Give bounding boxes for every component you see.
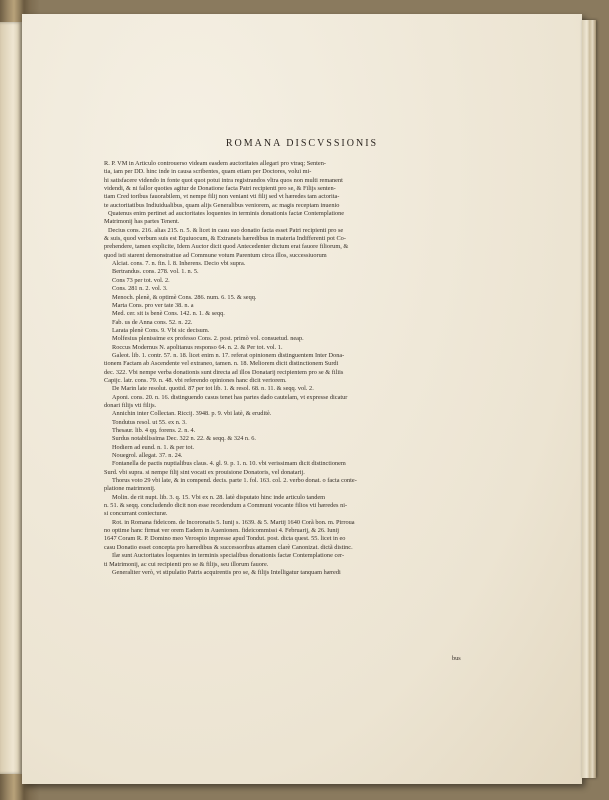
- text-line: Tondutus resol. ut 55. ex n. 3.: [112, 418, 187, 426]
- text-line: no optime hanc firmat ver orem Eadem in Auenionen. fideicommissi 4. Februarij, & 26. Iunij: [104, 527, 340, 535]
- text-line: Aponi. cons. 20. n. 16. distinguendo casus tenet has partes dado cautelam, vt expresse dicatur: [112, 393, 348, 401]
- text-line: prehendere, tamen explicite, Idem Auctor dicit quod Antecedenter dictum erat fauore filiorum, &: [104, 243, 349, 251]
- text-line: platione matrimonij.: [104, 485, 156, 493]
- text-line: Marta Cons. pro ver tate 38. n. a: [112, 301, 194, 309]
- text-line: Cons 73 per tot. vol. 2.: [112, 276, 170, 284]
- text-line: Alciat. cons. 7. n. fin. l. 8. Inherens. Decio vbi supra.: [112, 260, 246, 268]
- text-line: te auctoritatibus Indiuidualibus, quam alijs Generalibus veniorem, ac magis receptam inuenio: [104, 201, 340, 209]
- text-line: Generaliter verò, vt stipulatio Patris acquirentis pro se, & filijs Intelligatur tanquam hæredi: [112, 568, 341, 576]
- text-line: Annichin inter Collectan. Riccij. 3948. p. 9. vbi latè, & eruditè.: [112, 410, 272, 418]
- text-line: Menoch. plenè, & optimè Cons. 286. num. 6. 15. & seqq.: [112, 293, 257, 301]
- text-line: Fab. us de Anna cons. 52. n. 22.: [112, 318, 193, 326]
- text-line: Surd. vbi supra. si nempe filij sint vocati ex prouisione Donatoris, vel donatarij.: [104, 468, 305, 476]
- text-line: si concurrant coniecturæ.: [104, 510, 168, 518]
- text-line: Surdus notabilissima Dec. 322 n. 22. & seqq. & 324 n. 6.: [112, 435, 256, 443]
- text-line: Bertrandus. cons. 278. vol. 1. n. 5.: [112, 268, 199, 276]
- text-line: Quatenus enim pertinet ad auctoritates loquentes in terminis donationis factæ Contemplatione: [108, 210, 345, 218]
- text-line: & suis, quod verbum suis est Equiuocum, & Extraneis hæredibus in materia Indifferenti pot Co-: [104, 235, 346, 243]
- text-line: Fontanella de pactis nuptialibus claus. 4. gl. 9. p. 1. n. 10. vbi verissimam dicit distinctionem: [112, 460, 346, 468]
- text-line: Ilæ sunt Auctoritates loquentes in terminis specialibus donationis factæ Contemplatione cer-: [112, 552, 345, 560]
- text-line: tia, iam per DD. hinc inde in causa scribentes, quam etiam per Doctores, volui mi-: [104, 168, 312, 176]
- text-line: Nouegrol. allegat. 37. n. 24.: [112, 452, 183, 460]
- text-line: quod isti starent demonstratiue ad Commune votum Parentum circa illos, successiuorum: [104, 251, 327, 259]
- text-line: Larata plenè Cons. 9. Vbi sic decisum.: [112, 326, 210, 334]
- text-line: Med. cer. sit is benè Cons. 142. n. 1. & seqq.: [112, 310, 225, 318]
- text-line: Thorus voto 29 vbi late, & in compend. decis. parte 1. fol. 163. col. 2. verbo donat. o facta conte-: [112, 477, 357, 485]
- page-header: ROMANA DISCVSSIONIS: [225, 138, 379, 149]
- facing-page-edge: [0, 22, 22, 774]
- text-line: hi satisfacere videndo in fonte quot quot potui intra registrandos vltra quos non multi remanent: [104, 176, 343, 184]
- document-body: [104, 160, 476, 577]
- text-line: tionem Factam ab Ascendente vel extraneo, tamen. n. 18. Meliorem dicit distinctionem Surdi: [104, 360, 339, 368]
- text-line: casu Donatio esset concepta pro hæredibus & successoribus attamen clarè Canonizat. dictã distinc.: [104, 543, 353, 551]
- text-line: Hodiern ad eund. n. 1. & per tot.: [112, 443, 195, 451]
- text-line: Matrimonij has partes Tenent.: [104, 218, 180, 226]
- text-line: Rot. in Romana fideicom. de Incoronatis 5. Iunij s. 1639. & 5. Martij 1640 Corã bon. m. Pirroua: [112, 518, 355, 526]
- text-line: donari filijs vti filijs.: [104, 401, 157, 409]
- document-page: [22, 14, 582, 784]
- text-line: ti Matrimonij, ac cui recipienti pro se & filijs, seu illorum fauore.: [104, 560, 269, 568]
- text-line: videndi, & ni fallor quoties agitur de Donatione facta Patri recipienti pro se, & Filijs senten-: [104, 185, 336, 193]
- page-stack-edge: [582, 20, 596, 778]
- text-line: Molin. de rit nupt. lib. 3. q. 15. Vbi ex n. 28. latè disputato hinc inde articulo tandem: [112, 493, 326, 501]
- text-line: Decius cons. 216. alias 215. n. 5. & licet in casu suo donatio facta esset Patri recipienti pro se: [108, 226, 344, 234]
- text-line: De Marin late resolut. quotid. 87 per tot lib. 1. & resol. 68. n. 11. & seqq. vol. 2.: [112, 385, 314, 393]
- text-line: dec. 322. Vbi nempe verba donationis sunt directa ad illos Donatarij recipientem pro se & filiis: [104, 368, 344, 376]
- text-line: tiam Cred toribus fauorabilem, vt nempe filij non veniant vti filij sed vt hæredes tam actorita-: [104, 193, 340, 201]
- text-line: Molfesius plenissime ex professo Cons. 2. post. primò vol. consuetud. neap.: [112, 335, 304, 343]
- text-line: R. P. VM in Articulo controuerso videam easdem auctoritates allegari pro vtraq; Senten-: [104, 160, 326, 167]
- text-line: Galeot. lib. 1. contr. 57. n. 18. licet enim n. 17. referat opinionem distinguentem Inter Dona-: [112, 351, 345, 359]
- text-line: Thesaur. lib. 4 qq. forens. 2. n. 4.: [112, 427, 196, 434]
- catchword: bus: [452, 655, 461, 662]
- text-line: n. 51. & seqq. concludendo dicit non esse recedendum a Communi vocante filios vti hæredes ni-: [104, 502, 348, 510]
- text-line: 1647 Coram R. P. Domino meo Verospio impresse apud Tondut. post. dicta quest. 55. licet in eo: [104, 535, 346, 543]
- text-line: Cons. 281 n. 2. vol. 3.: [112, 285, 168, 293]
- text-line: Capijc. latr. cons. 79. n. 48. vbi referendo opiniones hanc dicit veriorem.: [104, 376, 287, 384]
- text-line: Roccus Modernus N. apolitanus responso 64. n. 2. & Per tot. vol. 1.: [112, 343, 283, 351]
